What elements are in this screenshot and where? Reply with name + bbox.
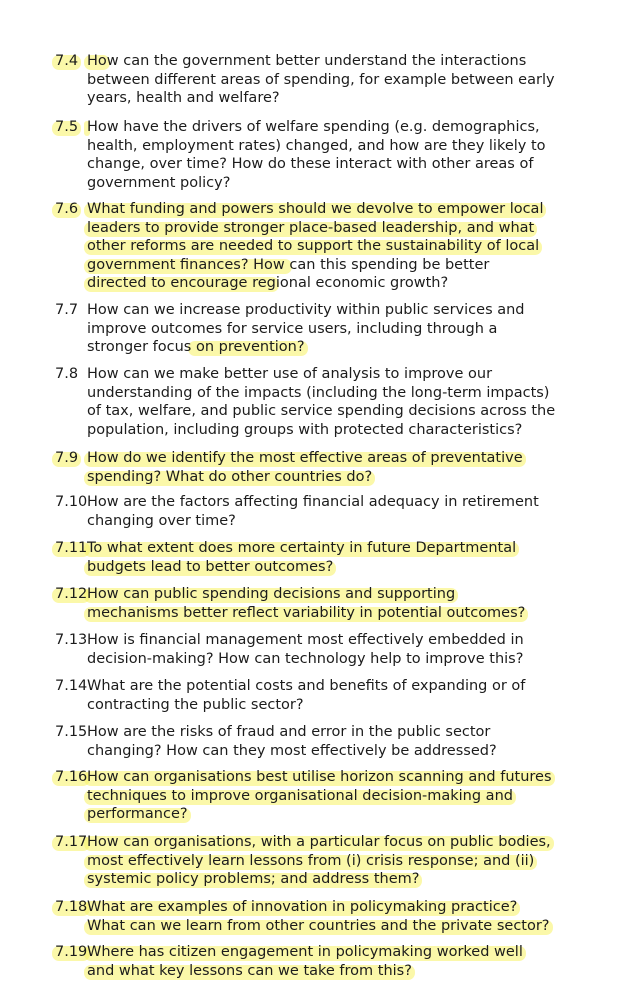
question-line	[87, 237, 587, 256]
question-line: How have the drivers of welfare spending (e.g. demographics,	[87, 119, 540, 135]
highlight-mark: budgets lead to better outcomes?	[87, 558, 334, 575]
question-line	[87, 805, 587, 824]
question-line: improve outcomes for service users, including through a	[87, 320, 498, 337]
question-line: change, over time? How do these interact with other areas of	[87, 156, 534, 172]
highlight-mark: and what key lessons can we take from this?	[87, 962, 412, 979]
highlight-mark: performance?	[87, 806, 188, 822]
question-line: between different areas of spending, for example between early	[87, 71, 555, 88]
question-text	[87, 677, 587, 714]
highlight-mark: most effectively learn lessons from (i) crisis response; and (ii)	[87, 852, 535, 869]
question-line: changing? How can they most effectively be addressed?	[87, 742, 497, 759]
question-line: population, including groups with protected characteristics?	[87, 421, 523, 438]
question-text	[87, 365, 587, 439]
question-line	[87, 219, 587, 238]
question-number: 7.17	[55, 834, 88, 850]
question-number: 7.12	[55, 586, 88, 602]
question-text	[87, 539, 587, 576]
question-text	[87, 768, 587, 824]
highlight-mark: on prevention?	[191, 339, 305, 355]
question-line	[87, 870, 587, 889]
highlight-mark: What can we learn from other countries and the private sector?	[87, 917, 550, 934]
question-number: 7.13	[55, 632, 88, 648]
question-number: 7.4	[55, 53, 79, 69]
highlight-mark: techniques to improve organisational decision-making and	[87, 787, 513, 804]
question-line	[87, 558, 587, 577]
question-line: stronger focus on prevention?	[87, 339, 305, 355]
question-line: How can we make better use of analysis to improve our	[87, 366, 493, 382]
question-text	[87, 585, 587, 622]
question-text	[87, 301, 587, 357]
question-line: What are the potential costs and benefits of expanding or of	[87, 678, 526, 694]
question-text	[87, 943, 587, 980]
highlight-mark: Ho	[87, 53, 107, 69]
question-number: 7.6	[55, 201, 79, 217]
question-line	[87, 852, 587, 871]
highlight-mark: systemic policy problems; and address them?	[87, 871, 420, 887]
question-line	[87, 200, 587, 219]
question-line	[87, 833, 587, 852]
highlight-mark: How do we identify the most effective areas of preventative	[87, 450, 523, 466]
highlight-mark: mechanisms better reflect variability in potential outcomes?	[87, 604, 526, 621]
question-number: 7.16	[55, 769, 88, 785]
question-number: 7.10	[55, 494, 88, 510]
question-line: changing over time?	[87, 512, 236, 529]
highlight-mark: government finances? How	[87, 256, 290, 273]
question-line	[87, 943, 587, 962]
question-line: years, health and welfare?	[87, 90, 280, 106]
question-line: health, employment rates) changed, and how are they likely to	[87, 137, 546, 154]
highlight-mark: What are examples of innovation in policymaking practice?	[87, 899, 518, 915]
question-line: decision-making? How can technology help to improve this?	[87, 650, 524, 667]
question-line	[87, 449, 587, 468]
question-line	[87, 962, 587, 981]
question-line	[87, 468, 587, 487]
question-text	[87, 631, 587, 668]
highlight-mark: How can organisations best utilise horizon scanning and futures	[87, 769, 552, 785]
question-text	[87, 200, 587, 293]
question-text	[87, 898, 587, 935]
question-number: 7.5	[55, 119, 79, 135]
question-text	[87, 449, 587, 486]
highlight-mark: other reforms are needed to support the sustainability of local	[87, 238, 540, 254]
question-line: How can we increase productivity within public services and	[87, 302, 525, 318]
question-line	[87, 768, 587, 787]
highlight-mark: directed to encourage reg	[87, 275, 276, 291]
question-text	[87, 52, 587, 108]
question-line: government policy?	[87, 174, 231, 191]
question-line: How are the factors affecting financial adequacy in retirement	[87, 494, 539, 510]
highlight-mark: What funding and powers should we devolve to empower local	[87, 201, 544, 217]
question-text	[87, 118, 587, 192]
question-line: How can the government better understand the interactions	[87, 53, 527, 69]
question-line: government finances? How can this spending be better	[87, 256, 490, 273]
highlight-mark: How can public spending decisions and supporting	[87, 586, 456, 602]
question-line	[87, 917, 587, 936]
question-line	[87, 898, 587, 917]
question-number: 7.18	[55, 899, 88, 915]
question-text	[87, 833, 587, 889]
question-number: 7.8	[55, 366, 79, 382]
highlight-mark: To what extent does more certainty in future Departmental	[87, 540, 517, 556]
question-line: understanding of the impacts (including the long-term impacts)	[87, 384, 550, 401]
question-number: 7.14	[55, 678, 88, 694]
question-number: 7.11	[55, 540, 88, 556]
highlight-mark: leaders to provide stronger place-based leadership, and what	[87, 219, 535, 236]
question-text	[87, 493, 587, 530]
highlight-mark: spending? What do other countries do?	[87, 468, 373, 485]
question-line	[87, 787, 587, 806]
question-number: 7.19	[55, 944, 88, 960]
question-line: How is financial management most effectively embedded in	[87, 632, 524, 648]
question-line	[87, 585, 587, 604]
question-line	[87, 604, 587, 623]
question-text	[87, 723, 587, 760]
highlight-mark: How can organisations, with a particular focus on public bodies,	[87, 834, 551, 850]
question-line: directed to encourage regional economic growth?	[87, 275, 449, 291]
highlight-mark: Where has citizen engagement in policymaking worked well	[87, 944, 523, 960]
question-number: 7.9	[55, 450, 79, 466]
question-line: contracting the public sector?	[87, 696, 304, 713]
question-line	[87, 539, 587, 558]
question-line: of tax, welfare, and public service spending decisions across the	[87, 403, 556, 419]
question-number: 7.15	[55, 724, 88, 740]
question-line: How are the risks of fraud and error in the public sector	[87, 724, 491, 740]
question-number: 7.7	[55, 302, 79, 318]
